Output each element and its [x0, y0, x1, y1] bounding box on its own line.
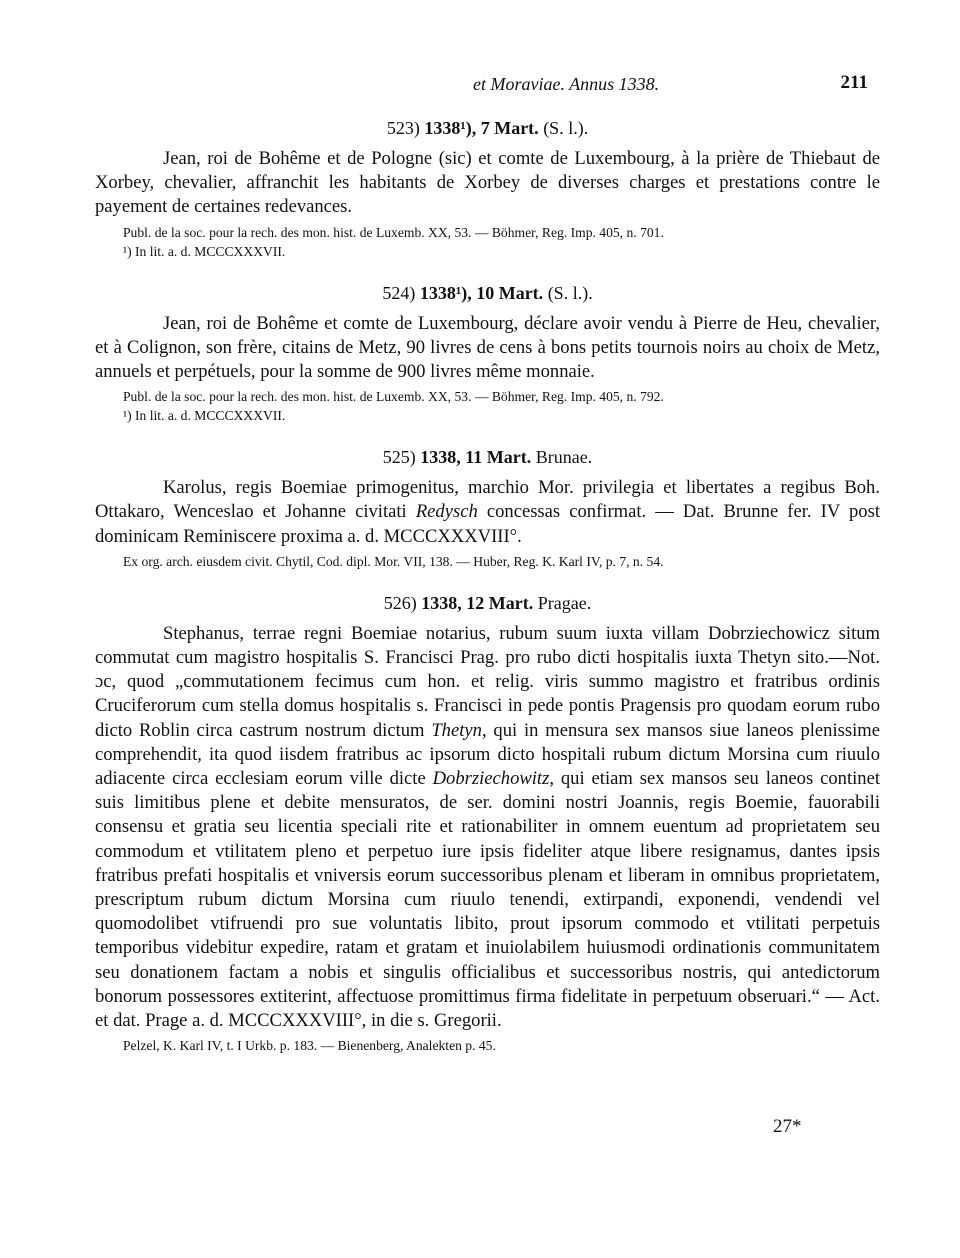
entry-text	[95, 622, 880, 1033]
place-name-italic: Redysch	[415, 501, 478, 523]
text-part: , qui in mensura sex mansos siue laneos plenissime comprehendit, ita quod iisdem fratribus ac ipsorum dicto hospitali rubum dictum Morsina cum riuulo adiacente circa ecclesiam eorum ville dicte	[95, 719, 880, 790]
signature-mark: 27*	[773, 1116, 802, 1137]
place-name-italic: Thetyn	[431, 719, 482, 741]
place-name-italic: Dobrziechowitz	[432, 768, 550, 790]
entry-date: 1338, 11 Mart.	[420, 447, 532, 468]
entry-place: (S. l.).	[543, 118, 589, 138]
entry-footnote: ¹) In lit. a. d. MCCCXXXVII.	[123, 243, 286, 259]
page-header	[95, 72, 880, 102]
entry-text: Jean, roi de Bohême et comte de Luxembourg, déclare avoir vendu à Pierre de Heu, chevalier, et à Colignon, son frère, citains de Metz, 90 livres de cens à bons petits tournois noirs au choix de Metz, annuels et perpétuels, pour la somme de 900 livres même monnaie.	[95, 312, 880, 383]
entry-number: 523)	[386, 118, 420, 138]
entry-525	[95, 447, 880, 571]
entry-place: Brunae.	[535, 447, 593, 468]
entry-number: 525)	[382, 447, 416, 468]
entry-place: Pragae.	[537, 592, 592, 613]
text-part: , qui etiam sex mansos seu laneos continet suis limitibus plene et debite mensuratos, de ser. domini nostri Joannis, regis Boemie, fauorabili consensu et gratia seu licentia speciali rite et rationabiliter in omnem euentum ad proprietatem seu commodum et vtilitatem pleno et perpetuo iure ipsis fideliter atque libere resignamus, dantes ipsis fratribus prefati hospitalis et vniversis eorum successoribus plenam et liberam in omnibus proprietatem, prescriptum rubum dictum Morsina cum riuulo tenendi, extirpandi, exponendi, vendendi vel quomodolibet vtifruendi pro sue voluntatis libito, prout ipsorum commodo et vtilitati perpetuis temporibus videbitur expedire, ratam et gratam et inuiolabilem huiusmodi ordinationis communitatem seu donationem factam a nobis et singulis officialibus et successoribus nostris, qui antedictorum bonorum possessores extiterint, affectuose promittimus firma fidelitate in perpetuum obseruari.“ — Act. et dat. Prage a. d. MCCCXXXVIII°, in die s. Gregorii.	[95, 768, 880, 1032]
entry-date: 1338¹), 10 Mart.	[419, 282, 544, 303]
text-part: Stephanus, terrae regni Boemiae notarius, rubum suum iuxta villam Dobrziechowicz situm commutat cum magistro hospitalis S. Francisci Prag. pro rubo dicti hospitalis iuxta Thetyn sito.—Not. ɔc, quod „commutationem fecimus cum hon. et relig. viris summo magistro et fratribus ordinis Cruciferorum cum stella domus hospitalis s. Francisci in pede pontis Pragensis pro quodam eorum rubo dicto Roblin circa castrum nostrum dictum	[95, 622, 880, 741]
entry-text	[95, 476, 880, 549]
entry-523	[95, 118, 880, 261]
entry-reference: Publ. de la soc. pour la rech. des mon. hist. de Luxemb. XX, 53. — Böhmer, Reg. Imp. 405, n. 792.	[123, 389, 664, 405]
text-part: Karolus, regis Boemiae primogenitus, marchio Mor. privilegia et libertates a regibus Boh. Ottakaro, Wenceslao et Johanne civitati	[95, 477, 880, 523]
text-part: concessas confirmat. — Dat. Brunne fer. IV post dominicam Reminiscere proxima a. d. MCCCXXXVIII°.	[95, 501, 880, 547]
entry-heading	[95, 447, 880, 468]
entry-reference: Publ. de la soc. pour la rech. des mon. hist. de Luxemb. XX, 53. — Böhmer, Reg. Imp. 405, n. 701.	[123, 224, 664, 240]
entry-reference: Ex org. arch. eiusdem civit. Chytil, Cod. dipl. Mor. VII, 138. — Huber, Reg. K. Karl IV, p. 7, n. 54.	[123, 553, 664, 569]
entry-date: 1338¹), 7 Mart.	[424, 118, 539, 138]
entry-526	[95, 593, 880, 1055]
document-body	[95, 118, 880, 1055]
page-number: 211	[840, 72, 868, 93]
entry-heading	[95, 593, 880, 614]
entry-text: Jean, roi de Bohême et de Pologne (sic) et comte de Luxembourg, à la prière de Thiebaut de Xorbey, chevalier, affranchit les habitants de Xorbey de diverses charges et prestations contre le payement de certaines redevances.	[95, 148, 880, 218]
entry-reference: Pelzel, K. Karl IV, t. I Urkb. p. 183. — Bienenberg, Analekten p. 45.	[123, 1038, 496, 1054]
entry-number: 524)	[382, 282, 416, 303]
entry-number: 526)	[383, 592, 417, 613]
entry-524	[95, 283, 880, 426]
running-head: et Moraviae. Annus 1338.	[473, 74, 660, 94]
entry-heading	[95, 283, 880, 304]
entry-date: 1338, 12 Mart.	[421, 592, 534, 613]
entry-place: (S. l.).	[547, 282, 593, 303]
entry-heading	[95, 118, 880, 139]
entry-footnote: ¹) In lit. a. d. MCCCXXXVII.	[123, 408, 286, 424]
